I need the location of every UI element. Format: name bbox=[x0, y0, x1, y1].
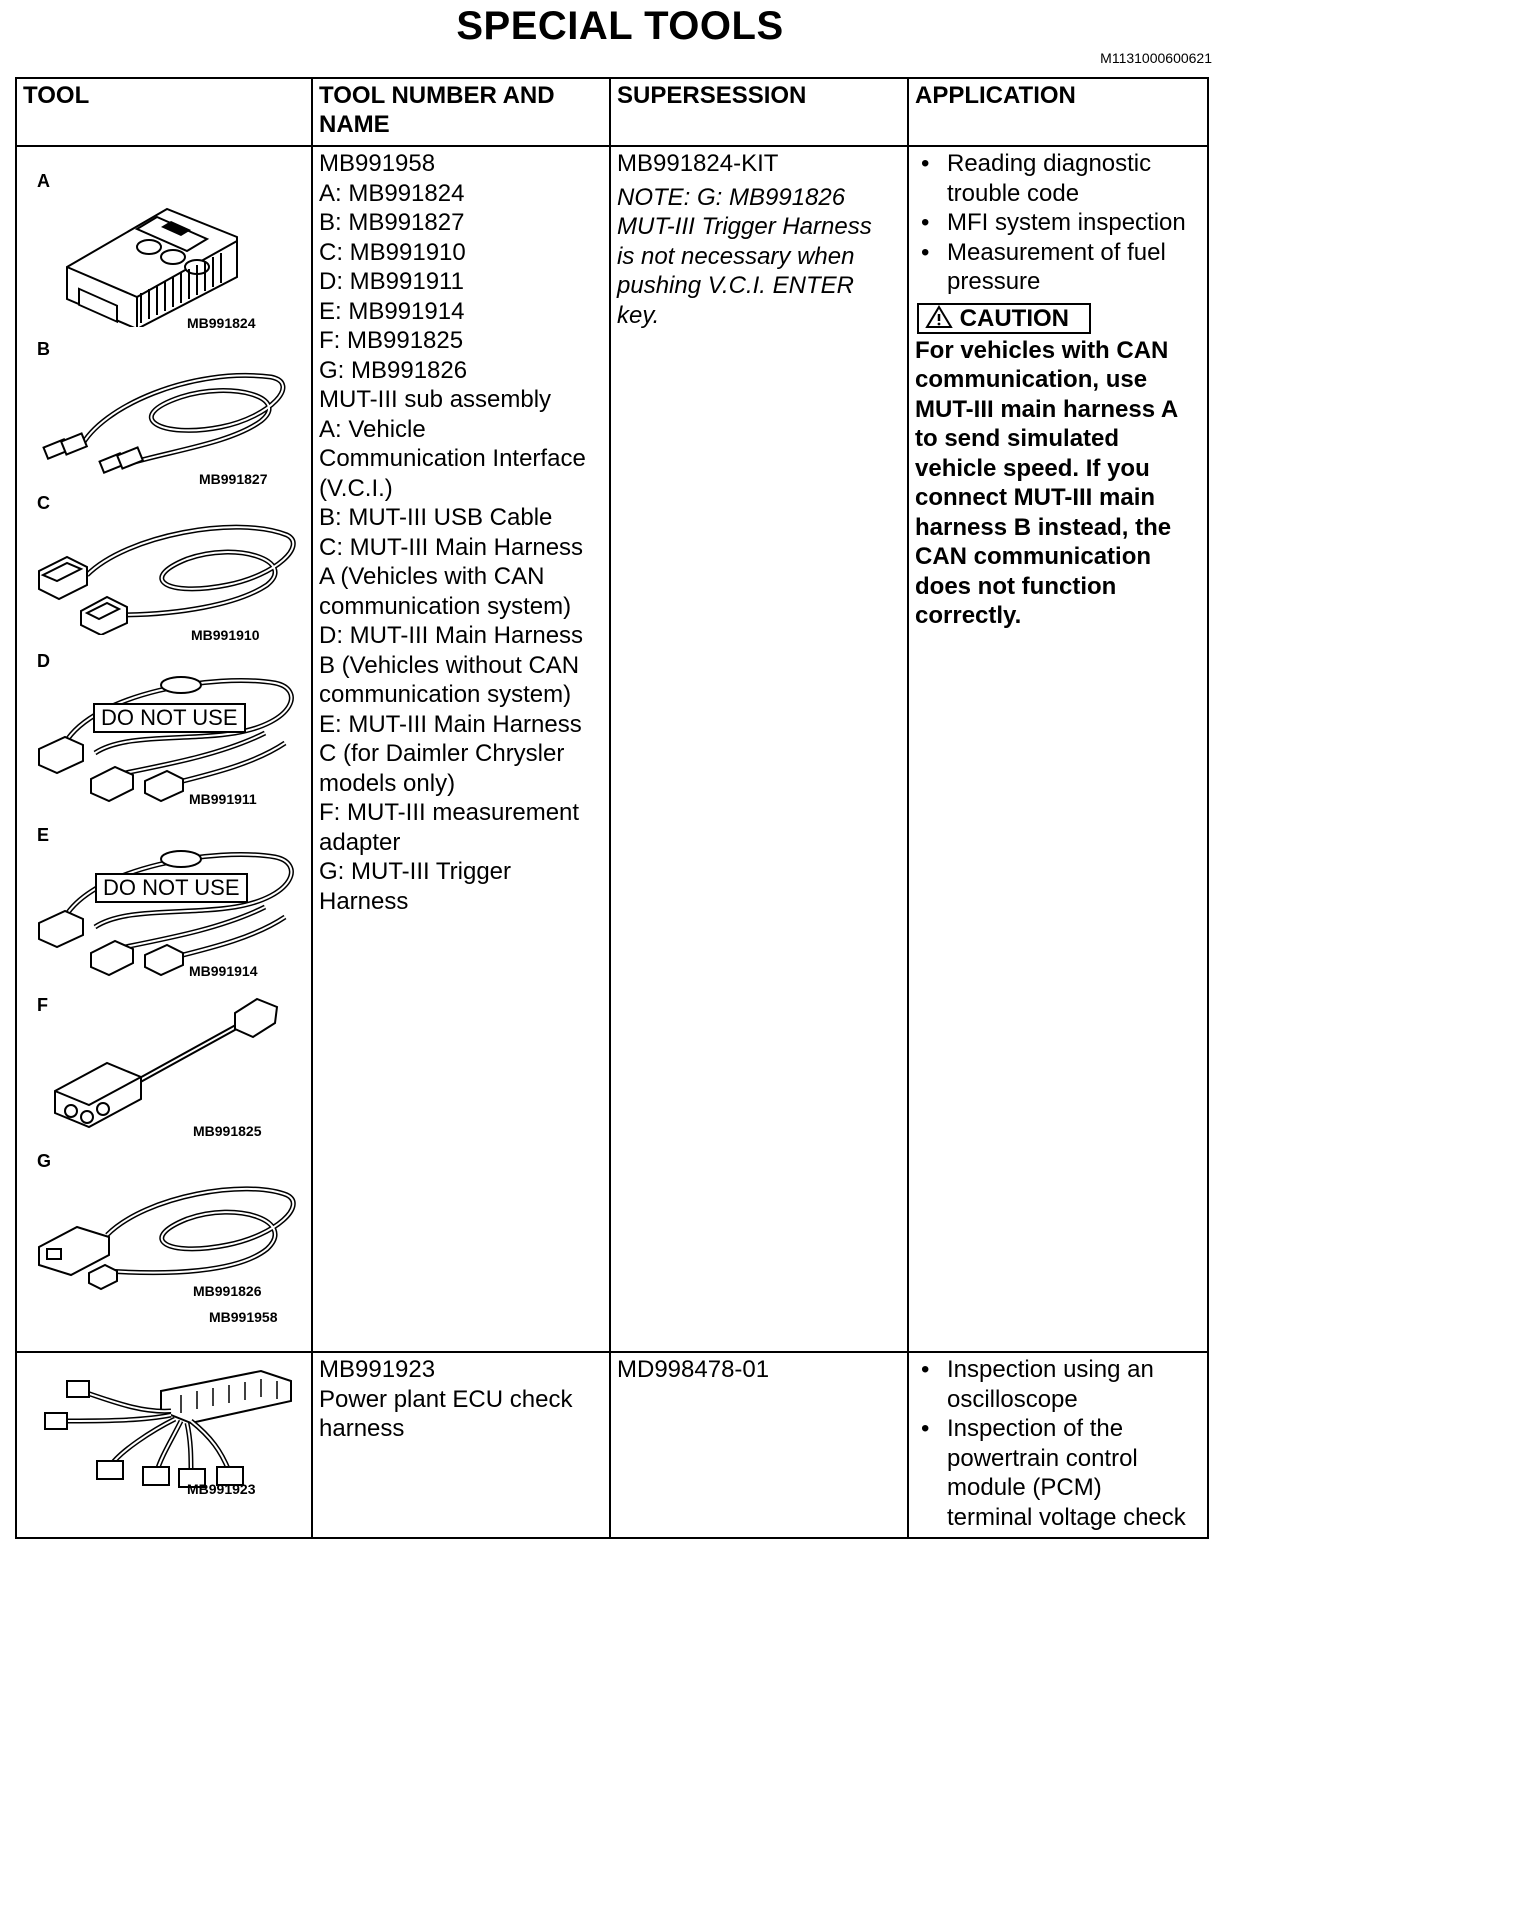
number-name-line: E: MB991914 bbox=[319, 297, 465, 325]
tool-part-number: MB991827 bbox=[199, 471, 268, 487]
supersession-cell bbox=[610, 146, 908, 1352]
caution-line: connect MUT-III main bbox=[915, 484, 1156, 511]
number-name-line: communication system) bbox=[319, 592, 572, 620]
application-line: • Measurement of fuel bbox=[947, 238, 1166, 266]
application-line: pressure bbox=[947, 268, 1041, 295]
number-name-line: harness bbox=[319, 1415, 405, 1442]
number-name-line: Communication Interface bbox=[319, 445, 586, 472]
application-line: oscilloscope bbox=[947, 1385, 1078, 1413]
number-name-line: E: MUT-III Main Harness bbox=[319, 710, 582, 738]
number-name-line: A: MB991824 bbox=[319, 179, 465, 207]
tool-number-and-name-cell bbox=[312, 146, 610, 1352]
caution-badge bbox=[917, 303, 1091, 334]
caution-line: For vehicles with CAN bbox=[915, 336, 1169, 364]
caution-text bbox=[915, 336, 1201, 631]
number-name-line: G: MB991826 bbox=[319, 356, 468, 384]
number-name-line: B: MB991827 bbox=[319, 209, 465, 236]
tool-part-number: MB991824 bbox=[187, 315, 256, 331]
list-item bbox=[915, 1355, 1201, 1414]
tool-part-number: MB991825 bbox=[193, 1123, 262, 1139]
note-line: is not necessary when bbox=[617, 242, 855, 270]
usb-cable-icon bbox=[41, 347, 291, 477]
number-name-line: F: MB991825 bbox=[319, 327, 464, 354]
tool-set-number: MB991958 bbox=[209, 1309, 278, 1325]
tool-part-number: MB991923 bbox=[187, 1481, 256, 1497]
note-line: MUT-III Trigger Harness bbox=[617, 213, 872, 240]
caution-line: communication, use bbox=[915, 366, 1148, 393]
tool-letter: F bbox=[37, 995, 48, 1015]
tool-letter: C bbox=[37, 493, 50, 513]
main-harness-b-icon bbox=[35, 663, 297, 803]
page-title: SPECIAL TOOLS bbox=[456, 4, 784, 48]
number-name-line: Power plant ECU check bbox=[319, 1385, 573, 1413]
warning-triangle-icon bbox=[925, 305, 953, 329]
application-line: • Reading diagnostic bbox=[947, 150, 1152, 177]
tool-images-cell bbox=[16, 1352, 312, 1538]
tool-letter: G bbox=[37, 1151, 52, 1171]
number-name-line: G: MUT-III Trigger bbox=[319, 858, 512, 885]
number-name-line: models only) bbox=[319, 769, 456, 797]
table-header-row bbox=[16, 78, 1208, 146]
number-name-line: B: MUT-III USB Cable bbox=[319, 504, 553, 531]
do-not-use-label: DO NOT USE bbox=[93, 703, 246, 733]
vehicle-communication-interface-icon bbox=[57, 177, 247, 327]
tool-b-block bbox=[17, 337, 311, 491]
note-line: key. bbox=[617, 301, 660, 329]
tool-number-and-name-cell bbox=[312, 1352, 610, 1538]
application-list bbox=[915, 149, 1201, 297]
tool-part-number: MB991911 bbox=[189, 791, 257, 807]
main-harness-c-icon bbox=[35, 837, 297, 977]
tool-part-number: MB991910 bbox=[191, 627, 260, 643]
caution-line: to send simulated bbox=[915, 425, 1120, 452]
header-tool-number-and-name: TOOL NUMBER AND NAME bbox=[312, 78, 610, 146]
number-name-line: (V.C.I.) bbox=[319, 474, 393, 502]
main-harness-a-icon bbox=[37, 505, 297, 635]
caution-label: CAUTION bbox=[959, 304, 1069, 332]
tool-part-number: MB991826 bbox=[193, 1283, 262, 1299]
number-name-line: B (Vehicles without CAN bbox=[319, 651, 580, 679]
tool-images-cell bbox=[16, 146, 312, 1352]
ecu-check-harness-icon bbox=[41, 1361, 301, 1491]
number-name-line: D: MUT-III Main Harness bbox=[319, 622, 584, 649]
application-line: powertrain control bbox=[947, 1444, 1138, 1472]
number-name-line: A: Vehicle bbox=[319, 415, 426, 443]
list-item bbox=[915, 208, 1201, 238]
number-name-line: C: MUT-III Main Harness bbox=[319, 533, 584, 561]
supersession-cell bbox=[610, 1352, 908, 1538]
header-supersession: SUPERSESSION bbox=[610, 78, 908, 146]
list-item bbox=[915, 149, 1201, 208]
do-not-use-label: DO NOT USE bbox=[95, 873, 248, 903]
number-name-line: MUT-III sub assembly bbox=[319, 386, 552, 413]
tool-c-block bbox=[17, 491, 311, 649]
list-item bbox=[915, 1414, 1201, 1532]
application-line: module (PCM) bbox=[947, 1474, 1102, 1501]
number-name-line: A (Vehicles with CAN bbox=[319, 563, 545, 590]
note-line: NOTE: G: MB991826 bbox=[617, 183, 846, 211]
number-name-line: C: MB991910 bbox=[319, 238, 466, 266]
tool-g-block bbox=[17, 1151, 311, 1311]
caution-line: harness B instead, the bbox=[915, 513, 1172, 541]
tool-a-block bbox=[17, 147, 311, 335]
document-id: M1131000600621 bbox=[1100, 50, 1212, 66]
number-name-line: MB991958 bbox=[319, 150, 436, 177]
number-name-line: F: MUT-III measurement bbox=[319, 799, 580, 826]
header-tool: TOOL bbox=[16, 78, 312, 146]
special-tools-table bbox=[15, 77, 1209, 1539]
caution-line: does not function bbox=[915, 572, 1117, 600]
number-name-line: D: MB991911 bbox=[319, 268, 464, 295]
application-line: trouble code bbox=[947, 179, 1080, 207]
tool-letter: B bbox=[37, 339, 50, 359]
table-row bbox=[16, 146, 1208, 1352]
tool-e-block bbox=[17, 823, 311, 989]
supersession-note bbox=[617, 183, 901, 331]
note-line: pushing V.C.I. ENTER bbox=[617, 272, 854, 299]
trigger-harness-icon bbox=[37, 1165, 299, 1295]
number-name-line: Harness bbox=[319, 887, 409, 915]
tool-letter: A bbox=[37, 171, 50, 191]
table-row bbox=[16, 1352, 1208, 1538]
tool-letter: E bbox=[37, 825, 50, 845]
number-name-line: C (for Daimler Chrysler bbox=[319, 740, 565, 767]
application-line: terminal voltage check bbox=[947, 1503, 1186, 1531]
list-item bbox=[915, 238, 1201, 297]
application-list bbox=[915, 1355, 1201, 1532]
number-name-line: MB991923 bbox=[319, 1356, 436, 1383]
header-application: APPLICATION bbox=[908, 78, 1208, 146]
tool-f-block bbox=[17, 993, 311, 1149]
supersession-number: MD998478-01 bbox=[617, 1356, 770, 1383]
application-line: • Inspection using an bbox=[947, 1356, 1154, 1383]
caution-line: correctly. bbox=[915, 602, 1022, 629]
measurement-adapter-icon bbox=[51, 993, 291, 1133]
number-name-line: communication system) bbox=[319, 681, 572, 708]
tool-letter: D bbox=[37, 651, 50, 671]
tool-part-number: MB991914 bbox=[189, 963, 258, 979]
tool-d-block bbox=[17, 649, 311, 813]
application-cell bbox=[908, 146, 1208, 1352]
supersession-number: MB991824-KIT bbox=[617, 150, 779, 177]
caution-line: CAN communication bbox=[915, 543, 1152, 570]
caution-line: MUT-III main harness A bbox=[915, 395, 1179, 423]
caution-line: vehicle speed. If you bbox=[915, 454, 1150, 482]
application-line: • Inspection of the bbox=[947, 1415, 1124, 1442]
application-cell bbox=[908, 1352, 1208, 1538]
application-line: • MFI system inspection bbox=[947, 209, 1186, 236]
number-name-line: adapter bbox=[319, 828, 401, 856]
